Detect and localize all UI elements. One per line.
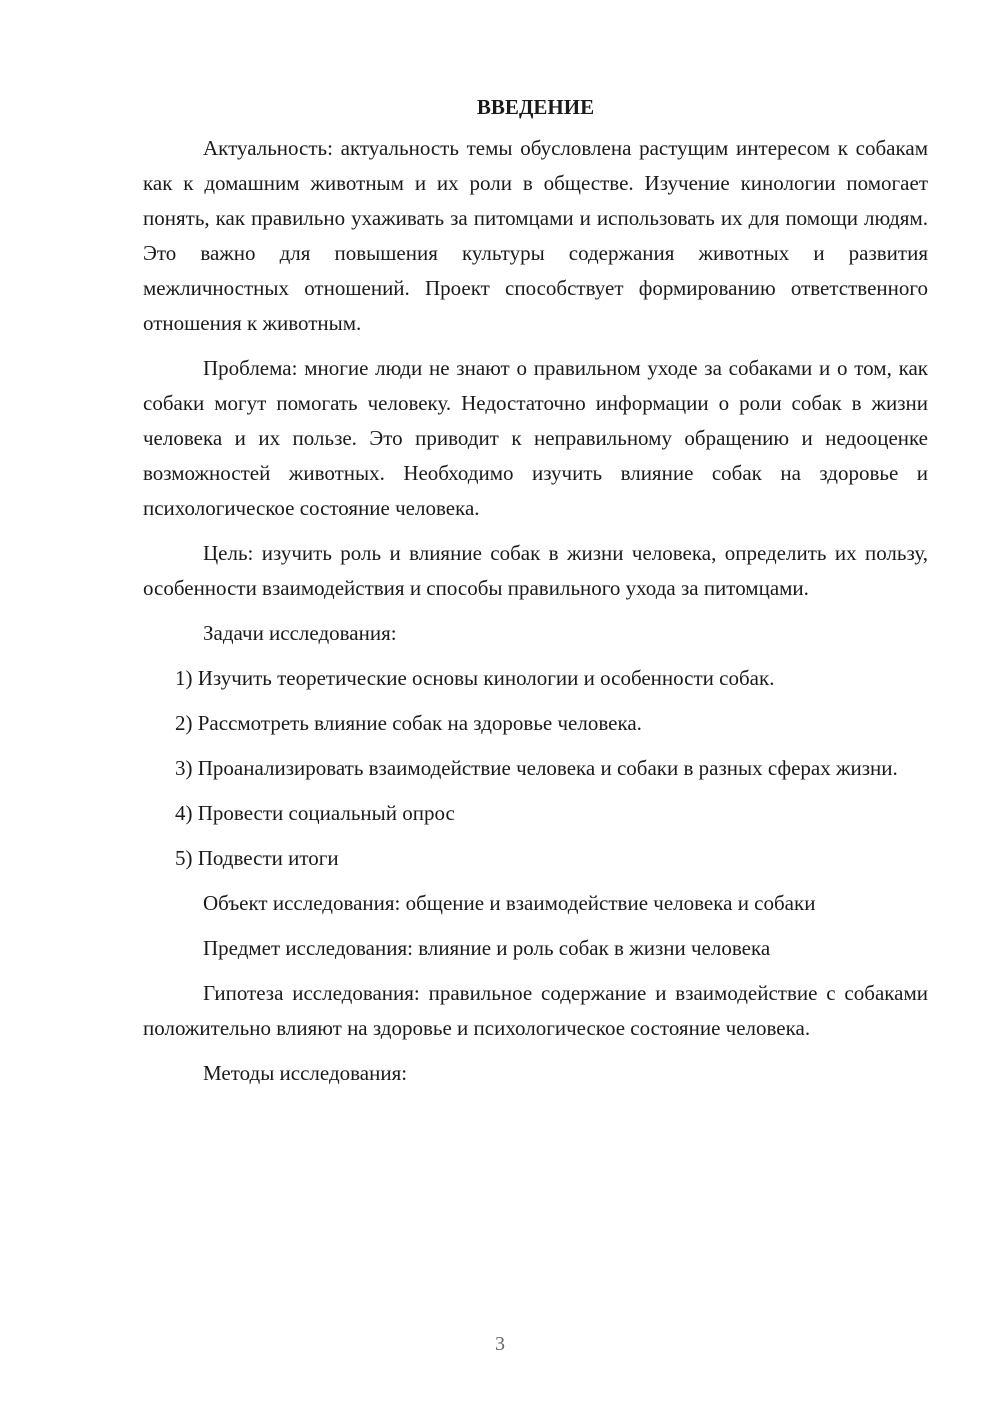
page-number: 3 [495,1333,505,1355]
research-hypothesis: Гипотеза исследования: правильное содержание и взаимодействие с собаками положительно влияют на здоровье и психологическое состояние человека. [143,981,928,1040]
section-heading: ВВЕДЕНИЕ [476,95,595,119]
tasks-title: Задачи исследования: [203,621,397,645]
relevance-paragraph: Актуальность: актуальность темы обусловлена растущим интересом к собакам как к домашним животным и их роли в обществе. Изучение кинологии помогает понять, как правильно ухаживать за питомцами и использовать их для помощи людям. Это важно для повышения культуры содержания животных и развития межличностных отношений. Проект способствует формированию ответственного отношения к животным. [143,136,928,335]
page-content [143,90,928,1101]
task-item-1: 1) Изучить теоретические основы кинологии и особенности собак. [175,666,775,690]
task-item-4: 4) Провести социальный опрос [175,801,455,825]
task-item-3: 3) Проанализировать взаимодействие человека и собаки в разных сферах жизни. [175,756,898,780]
task-item-5: 5) Подвести итоги [175,846,339,870]
problem-paragraph: Проблема: многие люди не знают о правильном уходе за собаками и о том, как собаки могут помогать человеку. Недостаточно информации о роли собак в жизни человека и их пользе. Это приводит к неправильному обращению и недооценке возможностей животных. Необходимо изучить влияние собак на здоровье и психологическое состояние человека. [143,356,928,520]
research-object: Объект исследования: общение и взаимодействие человека и собаки [203,891,816,915]
goal-paragraph: Цель: изучить роль и влияние собак в жизни человека, определить их пользу, особенности взаимодействия и способы правильного ухода за питомцами. [143,541,928,600]
task-item-2: 2) Рассмотреть влияние собак на здоровье человека. [175,711,642,735]
research-methods: Методы исследования: [203,1061,408,1085]
research-subject: Предмет исследования: влияние и роль собак в жизни человека [203,936,771,960]
